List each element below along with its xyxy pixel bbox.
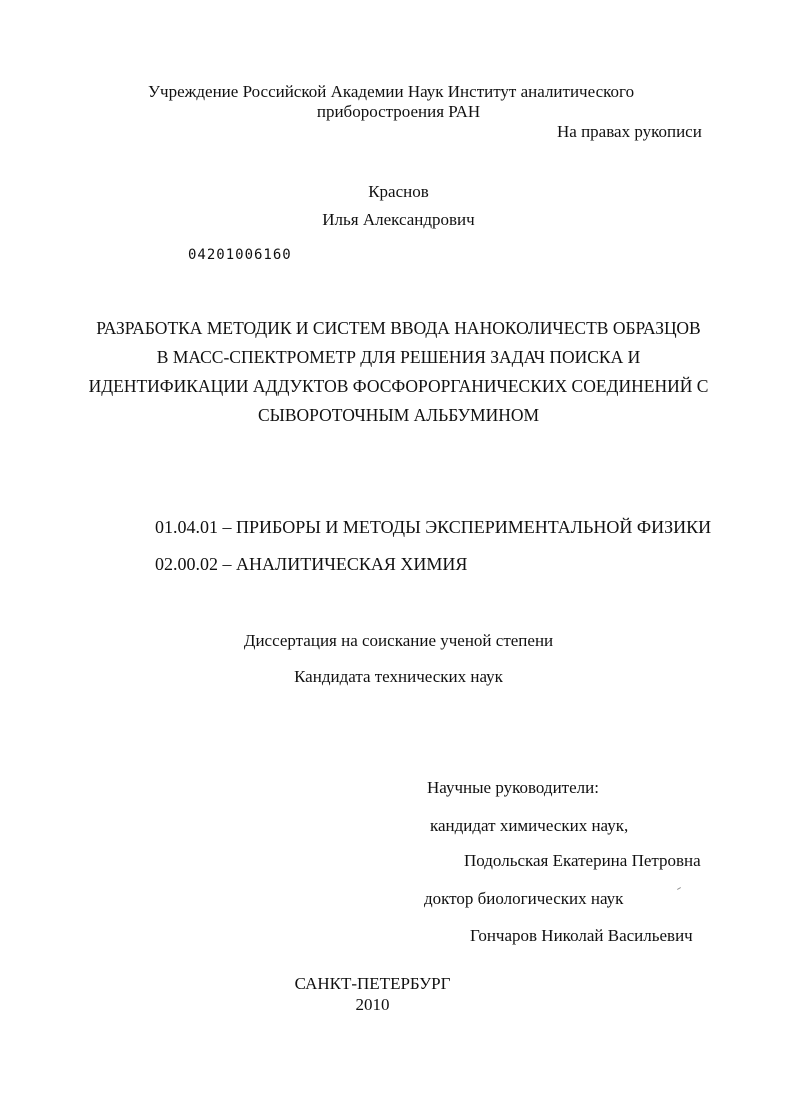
manuscript-note: На правах рукописи bbox=[557, 122, 702, 141]
supervisors-heading: Научные руководители: bbox=[427, 778, 599, 797]
city: САНКТ-ПЕТЕРБУРГ bbox=[294, 974, 451, 993]
title-line: СЫВОРОТОЧНЫМ АЛЬБУМИНОМ bbox=[257, 405, 540, 425]
supervisor-2-name: Гончаров Николай Васильевич bbox=[470, 926, 693, 945]
specialty-chemistry: 02.00.02 – АНАЛИТИЧЕСКАЯ ХИМИЯ bbox=[155, 554, 468, 574]
title-line: РАЗРАБОТКА МЕТОДИК И СИСТЕМ ВВОДА НАНОКОЛИЧЕСТВ ОБРАЗЦОВ bbox=[96, 318, 701, 338]
specialty-physics: 01.04.01 – ПРИБОРЫ И МЕТОДЫ ЭКСПЕРИМЕНТАЛЬНОЙ ФИЗИКИ bbox=[155, 517, 712, 537]
dissertation-degree-type: Кандидата технических наук bbox=[294, 667, 503, 686]
registration-code: 04201006160 bbox=[188, 247, 292, 263]
dissertation-title bbox=[60, 314, 737, 430]
title-line: ИДЕНТИФИКАЦИИ АДДУКТОВ ФОСФОРОРГАНИЧЕСКИХ СОЕДИНЕНИЙ С bbox=[88, 376, 709, 396]
dissertation-degree-line: Диссертация на соискание ученой степени bbox=[243, 631, 554, 650]
year: 2010 bbox=[355, 995, 390, 1014]
supervisor-2-degree: доктор биологических наук bbox=[424, 889, 624, 908]
supervisor-1-name: Подольская Екатерина Петровна bbox=[464, 851, 701, 870]
institution-line-2: приборостроения РАН bbox=[316, 102, 481, 121]
title-line: В МАСС-СПЕКТРОМЕТР ДЛЯ РЕШЕНИЯ ЗАДАЧ ПОИСКА И bbox=[156, 347, 641, 367]
author-given-names: Илья Александрович bbox=[322, 210, 475, 229]
author-surname: Краснов bbox=[368, 182, 429, 201]
scan-speck bbox=[677, 887, 681, 890]
supervisor-1-degree: кандидат химических наук, bbox=[430, 816, 629, 835]
institution-line-1: Учреждение Российской Академии Наук Институт аналитического bbox=[148, 82, 635, 101]
